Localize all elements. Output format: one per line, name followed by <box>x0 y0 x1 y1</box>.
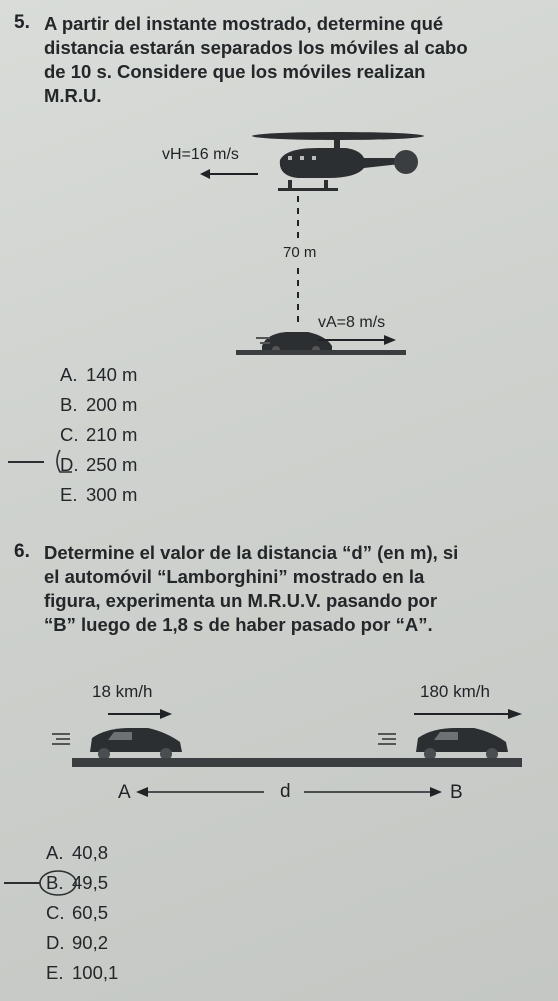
question-6-line: figura, experimenta un M.R.U.V. pasando por <box>44 590 438 611</box>
helicopter-velocity-arrow <box>200 168 260 180</box>
question-6-text <box>44 541 549 637</box>
car-a-icon <box>86 724 186 762</box>
option-item[interactable]: C. 210 m <box>60 424 138 445</box>
option-item[interactable]: B. 200 m <box>60 394 138 415</box>
option-item[interactable]: A. 140 m <box>60 364 138 385</box>
question-5-line: A partir del instante mostrado, determine qué <box>44 13 444 34</box>
question-5-line: M.R.U. <box>44 85 102 106</box>
speed-b-label: 180 km/h <box>420 682 490 701</box>
question-5-line: distancia estarán separados los móviles al cabo <box>44 37 468 58</box>
speed-lines-icon <box>52 743 70 745</box>
speed-lines-icon <box>260 342 270 344</box>
option-item[interactable]: A. 40,8 <box>46 842 109 863</box>
car-velocity-arrow <box>316 334 396 346</box>
speed-lines-icon <box>256 337 270 339</box>
question-5-diagram <box>0 0 558 370</box>
speed-lines-icon <box>56 738 70 740</box>
speed-lines-icon <box>382 738 396 740</box>
helicopter-icon <box>228 128 428 198</box>
speed-a-arrow <box>106 708 172 720</box>
option-item[interactable]: D. 90,2 <box>46 932 109 953</box>
selected-option-circle <box>36 868 80 898</box>
question-5-number: 5. <box>14 12 30 33</box>
distance-label: d <box>280 781 291 802</box>
question-6-line: Determine el valor de la distancia “d” (en m), si <box>44 542 459 563</box>
question-6-line: “B” luego de 1,8 s de haber pasado por “A”. <box>44 614 433 635</box>
option-item[interactable]: B. 49,5 <box>46 872 109 893</box>
answer-mark <box>4 882 40 884</box>
option-item[interactable]: C. 60,5 <box>46 902 109 923</box>
option-item[interactable]: E. 100,1 <box>46 962 119 983</box>
question-6-number: 6. <box>14 541 30 562</box>
answer-mark <box>8 461 44 463</box>
helicopter-speed-label: vH=16 m/s <box>162 146 239 163</box>
ground-line <box>236 350 406 355</box>
question-6-diagram <box>0 670 558 810</box>
vertical-distance-label: 70 m <box>283 244 317 261</box>
question-6-line: el automóvil “Lamborghini” mostrado en la <box>44 566 425 587</box>
road-line <box>72 758 522 767</box>
vertical-distance-line <box>292 196 304 326</box>
option-item[interactable]: D. 250 m <box>60 454 138 475</box>
distance-arrow-right <box>302 784 442 800</box>
car-speed-label: vA=8 m/s <box>318 314 386 331</box>
speed-lines-icon <box>378 743 396 745</box>
speed-b-arrow <box>412 708 522 720</box>
point-a-label: A <box>118 782 131 803</box>
option-item[interactable]: E. 300 m <box>60 484 138 505</box>
car-b-icon <box>412 724 512 762</box>
question-5-options <box>60 360 137 510</box>
question-6-options <box>46 838 118 988</box>
distance-arrow-left <box>136 784 266 800</box>
selected-option-mark <box>56 448 76 474</box>
speed-lines-icon <box>52 733 70 735</box>
point-b-label: B <box>450 782 463 803</box>
speed-a-label: 18 km/h <box>92 682 153 701</box>
speed-lines-icon <box>378 733 396 735</box>
question-5-line: de 10 s. Considere que los móviles realizan <box>44 61 426 82</box>
